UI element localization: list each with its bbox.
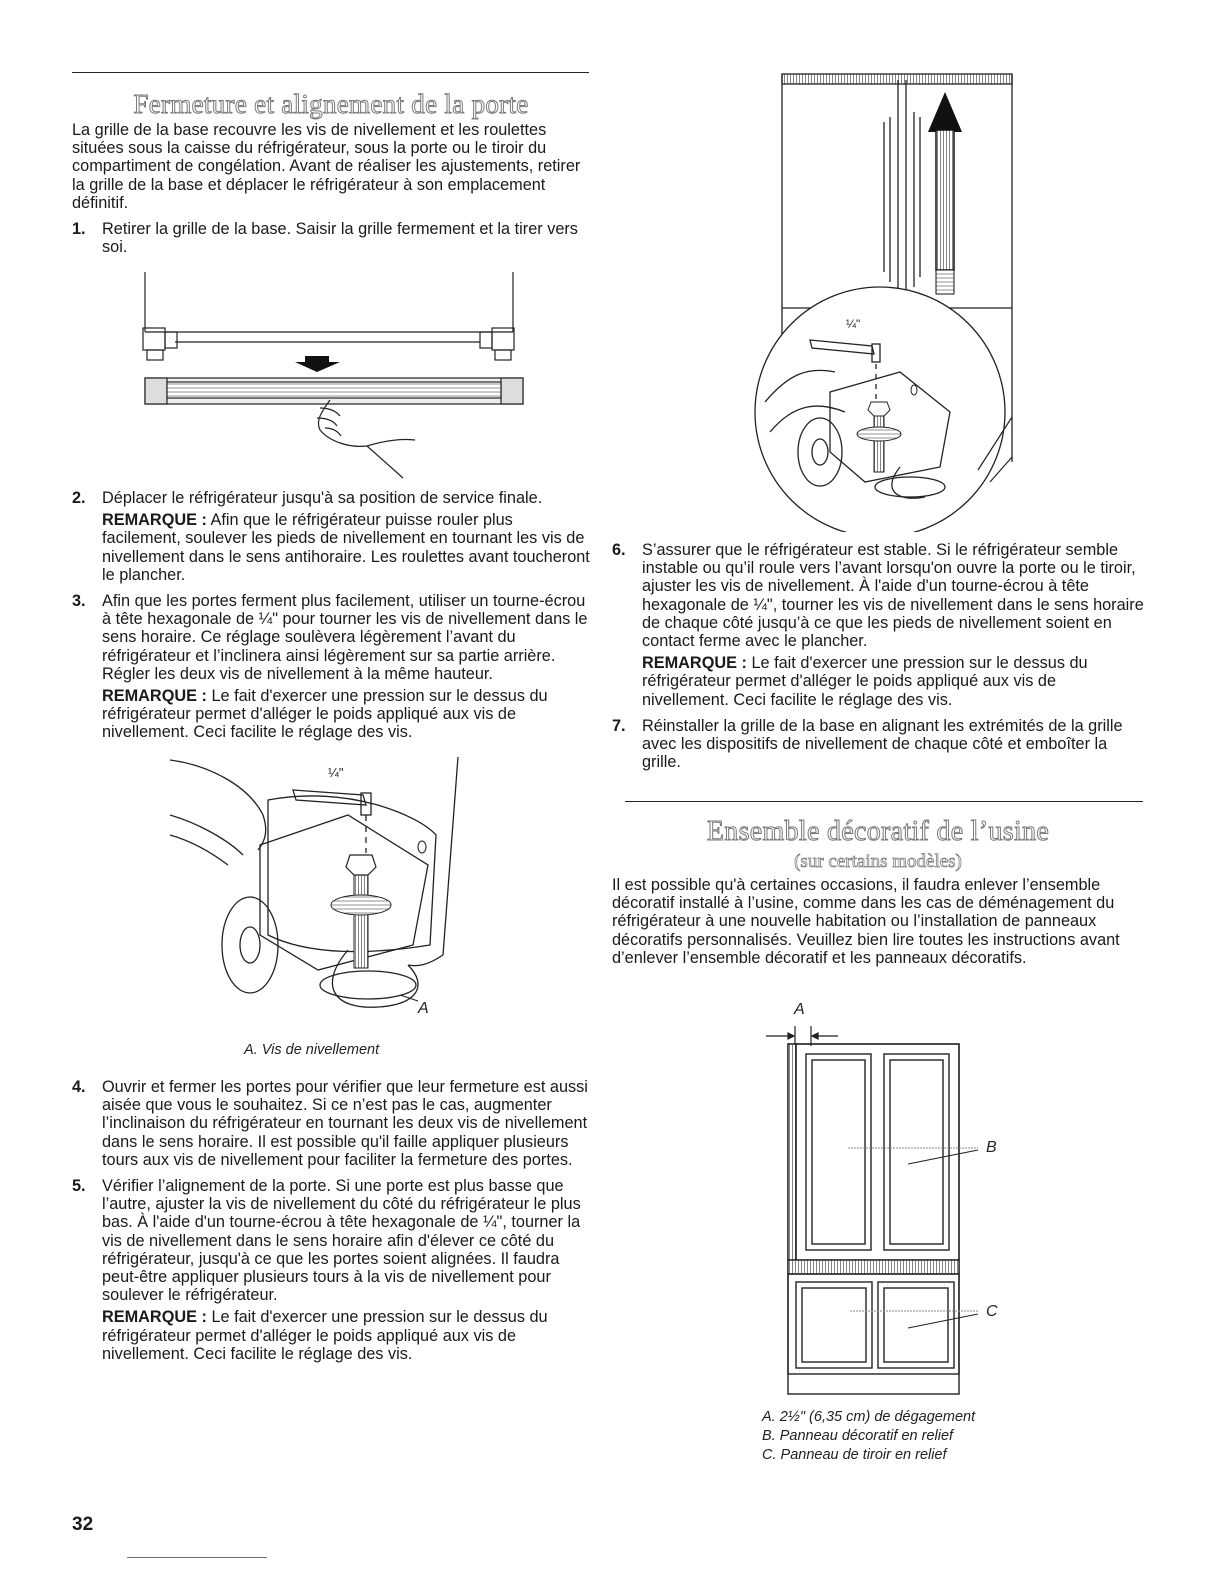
left-column-bottom <box>72 1078 590 1363</box>
intro-paragraph: La grille de la base recouvre les vis de nivellement et les roulettes situées sous la caisse du réfrigérateur, sous la porte ou le tiroir du compartiment de congélation. Avant de réaliser les ajustements, retirer la grille de la base et déplacer le réfrigérateur à son emplacement définitif. <box>72 121 581 212</box>
base-grille-illustration <box>135 270 535 482</box>
step-3 <box>72 592 590 683</box>
note-label: REMARQUE : <box>102 511 207 530</box>
screw-shaft <box>354 873 368 968</box>
figure-caption-screw: A. Vis de nivellement <box>244 1042 380 1058</box>
caption-c: C. Panneau de tiroir en relief <box>762 1447 947 1463</box>
decorative-trim-illustration <box>758 998 1008 1398</box>
caption-a: A. 2½" (6,35 cm) de dégagement <box>762 1409 976 1425</box>
hand-icon <box>317 400 415 478</box>
trim-paragraph: Il est possible qu'à certaines occasions, il faudra enlever l’ensemble décoratif installé à l’usine, comme dans les cas de déménagement du réfrigérateur à une nouvelle habitation ou l’installation de panneaux décoratifs personnalisés. Veuillez bien lire toutes les instructions avant d’enlever l’ensemble décoratif et les panneaux décoratifs. <box>612 876 1120 967</box>
step-number: 7. <box>612 716 626 735</box>
step-text: Ouvrir et fermer les portes pour vérifier que leur fermeture est aussi aisée que vous le souhaitez. Si ce n’est pas le cas, augmenter l’inclinaison du réfrigérateur en tournant les deux vis de nivellement dans le sens horaire. Il est possible qu'il faille appliquer plusieurs tours aux vis de nivellement pour faciliter la fermeture des portes. <box>102 1078 588 1169</box>
leveling-screw-illustration <box>168 755 468 1025</box>
callout-a-label: A <box>794 1001 805 1018</box>
section-subheading-trim: (sur certains modèles) <box>794 851 962 872</box>
quarter-inch-label: ¼" <box>846 317 861 331</box>
note-label: REMARQUE : <box>102 1308 207 1327</box>
note-text: Le fait d'exercer une pression sur le dessus du réfrigérateur permet d'alléger le poids appliqué aux vis de nivellement. Ceci facilite le réglage des vis. <box>642 654 1088 709</box>
step-number: 6. <box>612 541 626 559</box>
step-text: Vérifier l’alignement de la porte. Si une porte est plus basse que l’autre, ajuster la vis de nivellement du côté du réfrigérateur le plus bas. À l'aide d'un tourne-écrou à tête hexagonale de ¼", tourner la vis de nivellement dans le sens horaire afin d'élever ce côté du réfrigérateur, jusqu'à ce que les portes soient alignées. Il faudra peut-être appliquer plusieurs tours à la vis de nivellement pour soulever le réfrigérateur. <box>102 1177 581 1305</box>
step-7 <box>612 717 1144 772</box>
arrow-up-icon <box>928 92 962 294</box>
callout-a-label: A <box>418 1000 429 1017</box>
arrow-down-icon <box>295 362 340 372</box>
step-text: Afin que les portes ferment plus facilement, utiliser un tourne-écrou à tête hexagonale de ¼" pour tourner les vis de nivellement dans le sens horaire. Ce réglage soulèvera légèrement l’avant du réfrigérateur et l’inclinera ainsi légèrement sur sa partie arrière. Régler les deux vis de nivellement à la même hauteur. <box>102 592 588 683</box>
step-number: 3. <box>72 592 86 611</box>
caption-b: B. Panneau décoratif en relief <box>762 1428 954 1444</box>
top-rule-left <box>72 72 589 73</box>
step-2 <box>72 489 590 507</box>
note-step-2 <box>72 511 590 584</box>
note-label: REMARQUE : <box>642 654 747 673</box>
note-step-3 <box>72 687 590 742</box>
step-text: Retirer la grille de la base. Saisir la grille fermement et la tirer vers soi. <box>102 220 578 257</box>
step-text: Déplacer le réfrigérateur jusqu'à sa position de service finale. <box>102 489 543 507</box>
right-column-bottom <box>612 816 1144 967</box>
note-label: REMARQUE : <box>102 687 207 706</box>
section-rule-right <box>625 801 1143 802</box>
clearance-arrows <box>766 1026 838 1046</box>
left-column-middle <box>72 489 590 742</box>
note-text: Le fait d'exercer une pression sur le dessus du réfrigérateur permet d'alléger le poids appliqué aux vis de nivellement. Ceci facilite le réglage des vis. <box>102 1308 548 1363</box>
trim-figure-captions <box>762 1408 975 1465</box>
step-5 <box>72 1177 590 1304</box>
step-6 <box>612 541 1144 650</box>
right-column-top <box>612 541 1144 771</box>
step-text: Réinstaller la grille de la base en alignant les extrémités de la grille avec les dispositifs de nivellement de chaque côté et emboîter la grille. <box>642 716 1123 772</box>
footer-rule <box>127 1557 267 1558</box>
section-heading-door: Fermeture et alignement de la porte <box>133 89 529 119</box>
section-heading-trim: Ensemble décoratif de l’usine <box>706 816 1050 847</box>
grille-bar <box>145 378 523 404</box>
left-column <box>72 88 590 256</box>
note-step-5 <box>72 1308 590 1363</box>
step-4 <box>72 1078 590 1169</box>
note-text: Afin que le réfrigérateur puisse rouler plus facilement, soulever les pieds de nivellement en tournant les vis de nivellement dans le sens antihoraire. Les roulettes avant toucheront le plancher. <box>102 511 590 584</box>
step-number: 5. <box>72 1177 86 1196</box>
page-number: 32 <box>72 1514 94 1535</box>
fridge-lift-illustration <box>750 72 1030 532</box>
step-1 <box>72 220 590 256</box>
step-number: 4. <box>72 1078 86 1096</box>
note-text: Le fait d'exercer une pression sur le dessus du réfrigérateur permet d'alléger le poids appliqué aux vis de nivellement. Ceci facilite le réglage des vis. <box>102 687 548 742</box>
quarter-inch-label: ¼" <box>328 765 344 780</box>
callout-b-label: B <box>986 1139 997 1156</box>
step-number: 2. <box>72 489 86 507</box>
step-number: 1. <box>72 220 86 239</box>
note-step-6 <box>612 654 1144 709</box>
step-text: S’assurer que le réfrigérateur est stable. Si le réfrigérateur semble instable ou qu’il roule vers l’avant lorsqu'on ouvre la porte ou le tiroir, ajuster les vis de nivellement. À l'aide d'un tourne-écrou à tête hexagonale de ¼", tourner les vis de nivellement dans le sens horaire de chaque côté jusqu’à ce que les pieds de nivellement soient en contact ferme avec le plancher. <box>642 541 1144 651</box>
callout-c-label: C <box>986 1303 998 1320</box>
